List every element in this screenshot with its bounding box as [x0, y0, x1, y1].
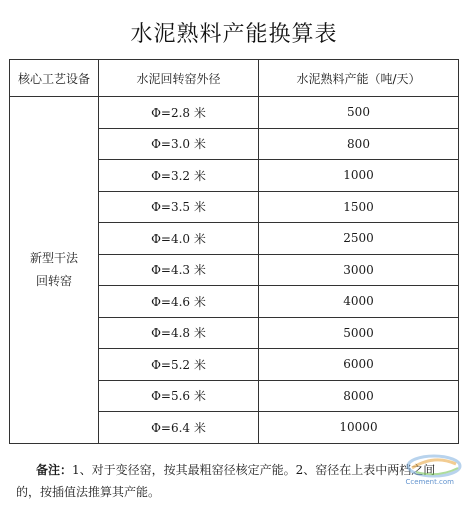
capacity-cell: 6000 — [259, 349, 459, 381]
capacity-cell: 800 — [259, 128, 459, 160]
page-title: 水泥熟料产能换算表 — [130, 22, 338, 47]
diameter-cell: Φ=3.0 米 — [99, 128, 259, 160]
header-diameter: 水泥回转窑外径 — [99, 60, 259, 97]
equipment-cell — [10, 97, 99, 444]
table-row — [10, 97, 459, 129]
diameter-cell: Φ=4.8 米 — [99, 317, 259, 349]
footnote — [16, 459, 456, 503]
capacity-cell: 5000 — [259, 317, 459, 349]
capacity-cell: 1000 — [259, 160, 459, 192]
footnote-text: 1、对于变径窑，按其最粗窑径核定产能。2、窑径在上表中两档之间的，按插值法推算其产能。 — [16, 463, 436, 499]
diameter-cell: Φ=3.5 米 — [99, 191, 259, 223]
header-equipment: 核心工艺设备 — [10, 60, 99, 97]
footnote-label: 备注： — [36, 463, 73, 477]
diameter-cell: Φ=3.2 米 — [99, 160, 259, 192]
capacity-cell: 1500 — [259, 191, 459, 223]
equipment-line2: 回转窑 — [35, 273, 72, 288]
diameter-cell: Φ=4.3 米 — [99, 254, 259, 286]
capacity-cell: 8000 — [259, 380, 459, 412]
diameter-cell: Φ=4.0 米 — [99, 223, 259, 255]
diameter-cell: Φ=5.2 米 — [99, 349, 259, 381]
diameter-cell: Φ=5.6 米 — [99, 380, 259, 412]
capacity-cell: 500 — [259, 97, 459, 129]
capacity-cell: 2500 — [259, 223, 459, 255]
table-header-row — [10, 60, 459, 97]
watermark-text: Ccement.com — [405, 478, 454, 486]
header-capacity: 水泥熟料产能（吨/天） — [259, 60, 459, 97]
capacity-cell: 10000 — [259, 412, 459, 444]
diameter-cell: Φ=2.8 米 — [99, 97, 259, 129]
diameter-cell: Φ=6.4 米 — [99, 412, 259, 444]
diameter-cell: Φ=4.6 米 — [99, 286, 259, 318]
equipment-line1: 新型干法 — [29, 250, 78, 265]
capacity-cell: 3000 — [259, 254, 459, 286]
capacity-cell: 4000 — [259, 286, 459, 318]
capacity-table — [9, 59, 459, 444]
